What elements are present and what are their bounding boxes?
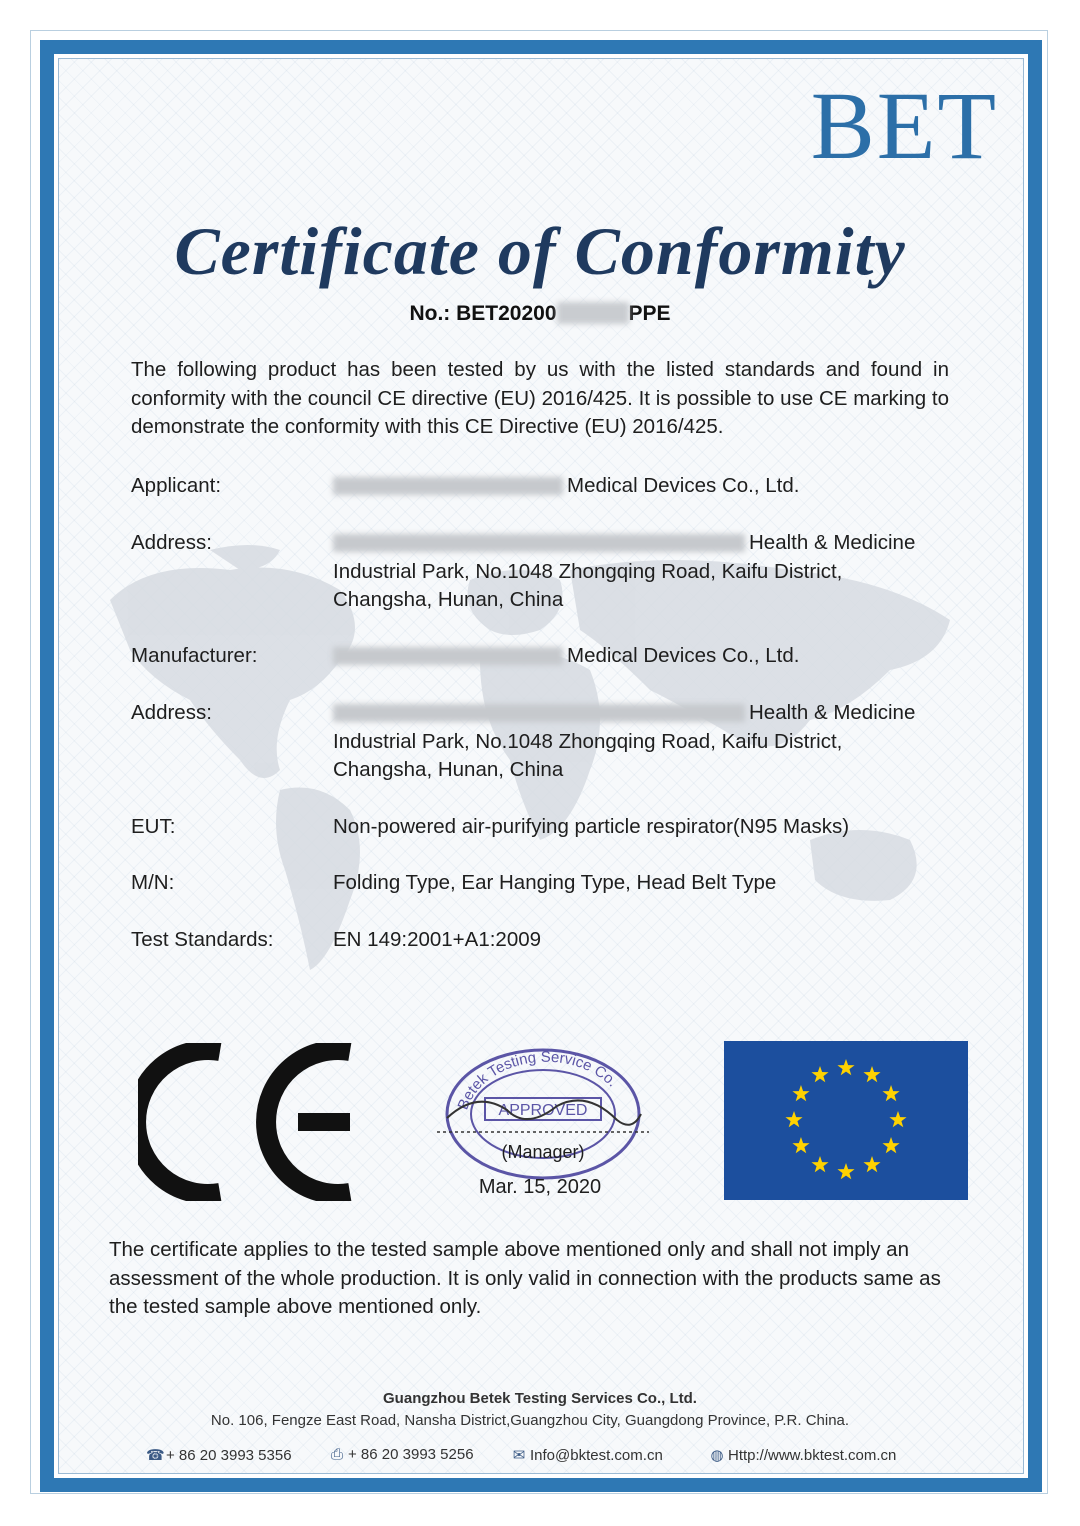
approval-stamp — [437, 1040, 649, 1180]
test-standards-value: EN 149:2001+A1:2009 — [333, 928, 542, 951]
applicant-name: Medical Devices Co., Ltd. — [567, 474, 800, 497]
manufacturer-address-label: Address: — [131, 701, 212, 724]
manufacturer-address-line3: Changsha, Hunan, China — [333, 758, 564, 781]
redacted-address — [333, 534, 745, 552]
applicant-address-label: Address: — [131, 531, 212, 554]
contact-phone: ☎+ 86 20 3993 5356 — [146, 1447, 292, 1464]
stamp-approved-text: APPROVED — [498, 1102, 588, 1119]
test-standards-label: Test Standards: — [131, 928, 274, 951]
certificate-number-suffix: PPE — [628, 302, 671, 325]
eut-label: EUT: — [131, 815, 176, 838]
applicant-value — [333, 472, 953, 501]
manufacturer-label: Manufacturer: — [131, 644, 258, 667]
contact-fax: ⎙ + 86 20 3993 5256 — [328, 1446, 474, 1463]
contact-website[interactable]: ◍ Http://www.bktest.com.cn — [708, 1446, 896, 1464]
globe-icon: ◍ — [710, 1447, 724, 1464]
phone-icon: ☎ — [146, 1447, 165, 1464]
model-number-label: M/N: — [131, 871, 175, 894]
issuer-address: No. 106, Fengze East Road, Nansha District,Guangzhou City, Guangdong Province, P.R. China. — [210, 1412, 850, 1429]
manufacturer-address-line1: Health & Medicine — [749, 701, 916, 724]
certificate-number — [0, 302, 1080, 326]
model-number-value: Folding Type, Ear Hanging Type, Head Belt Type — [333, 871, 777, 894]
manufacturer-value — [333, 642, 953, 671]
redacted-address — [333, 704, 745, 722]
eu-flag-icon — [724, 1041, 968, 1200]
applicant-label: Applicant: — [131, 474, 222, 497]
bet-logo: BET — [810, 72, 998, 179]
manufacturer-name: Medical Devices Co., Ltd. — [567, 644, 800, 667]
stamp-role: (Manager) — [501, 1142, 585, 1162]
contact-email[interactable]: ✉ Info@bktest.com.cn — [510, 1446, 663, 1464]
applicant-address-line2: Industrial Park, No.1048 Zhongqing Road, Kaifu District, — [333, 559, 843, 583]
redacted-name — [333, 477, 563, 495]
mail-icon: ✉ — [512, 1447, 526, 1464]
fax-icon: ⎙ — [330, 1446, 343, 1463]
redacted-number — [557, 302, 629, 324]
eut-value: Non-powered air-purifying particle respirator(N95 Masks) — [333, 815, 850, 838]
applicant-address-line3: Changsha, Hunan, China — [333, 588, 564, 611]
applicant-address-line1: Health & Medicine — [749, 531, 916, 554]
issuer-company: Guangzhou Betek Testing Services Co., Ltd. — [383, 1390, 697, 1407]
ce-mark-icon — [138, 1043, 360, 1201]
stamp-ring-text: Betek Testing Service Co. — [454, 1048, 621, 1113]
intro-paragraph: The following product has been tested by us with the listed standards and found in conformity with the council CE directive (EU) 2016/425. It is possible to use CE marking to demonstrate the conformity with this CE Directive (EU) 2016/425. — [131, 358, 949, 438]
redacted-name — [333, 647, 563, 665]
page-title: Certificate of Conformity — [174, 213, 906, 289]
applicant-address — [333, 529, 953, 615]
manufacturer-address-line2: Industrial Park, No.1048 Zhongqing Road, Kaifu District, — [333, 729, 843, 753]
stamp-date: Mar. 15, 2020 — [478, 1176, 602, 1198]
manufacturer-address — [333, 699, 953, 785]
validity-note: The certificate applies to the tested sample above mentioned only and shall not imply an assessment of the whole production. It is only valid in connection with the products same as the tested sample above mentioned only. — [109, 1238, 941, 1318]
certificate-number-prefix: No.: BET20200 — [409, 302, 557, 325]
